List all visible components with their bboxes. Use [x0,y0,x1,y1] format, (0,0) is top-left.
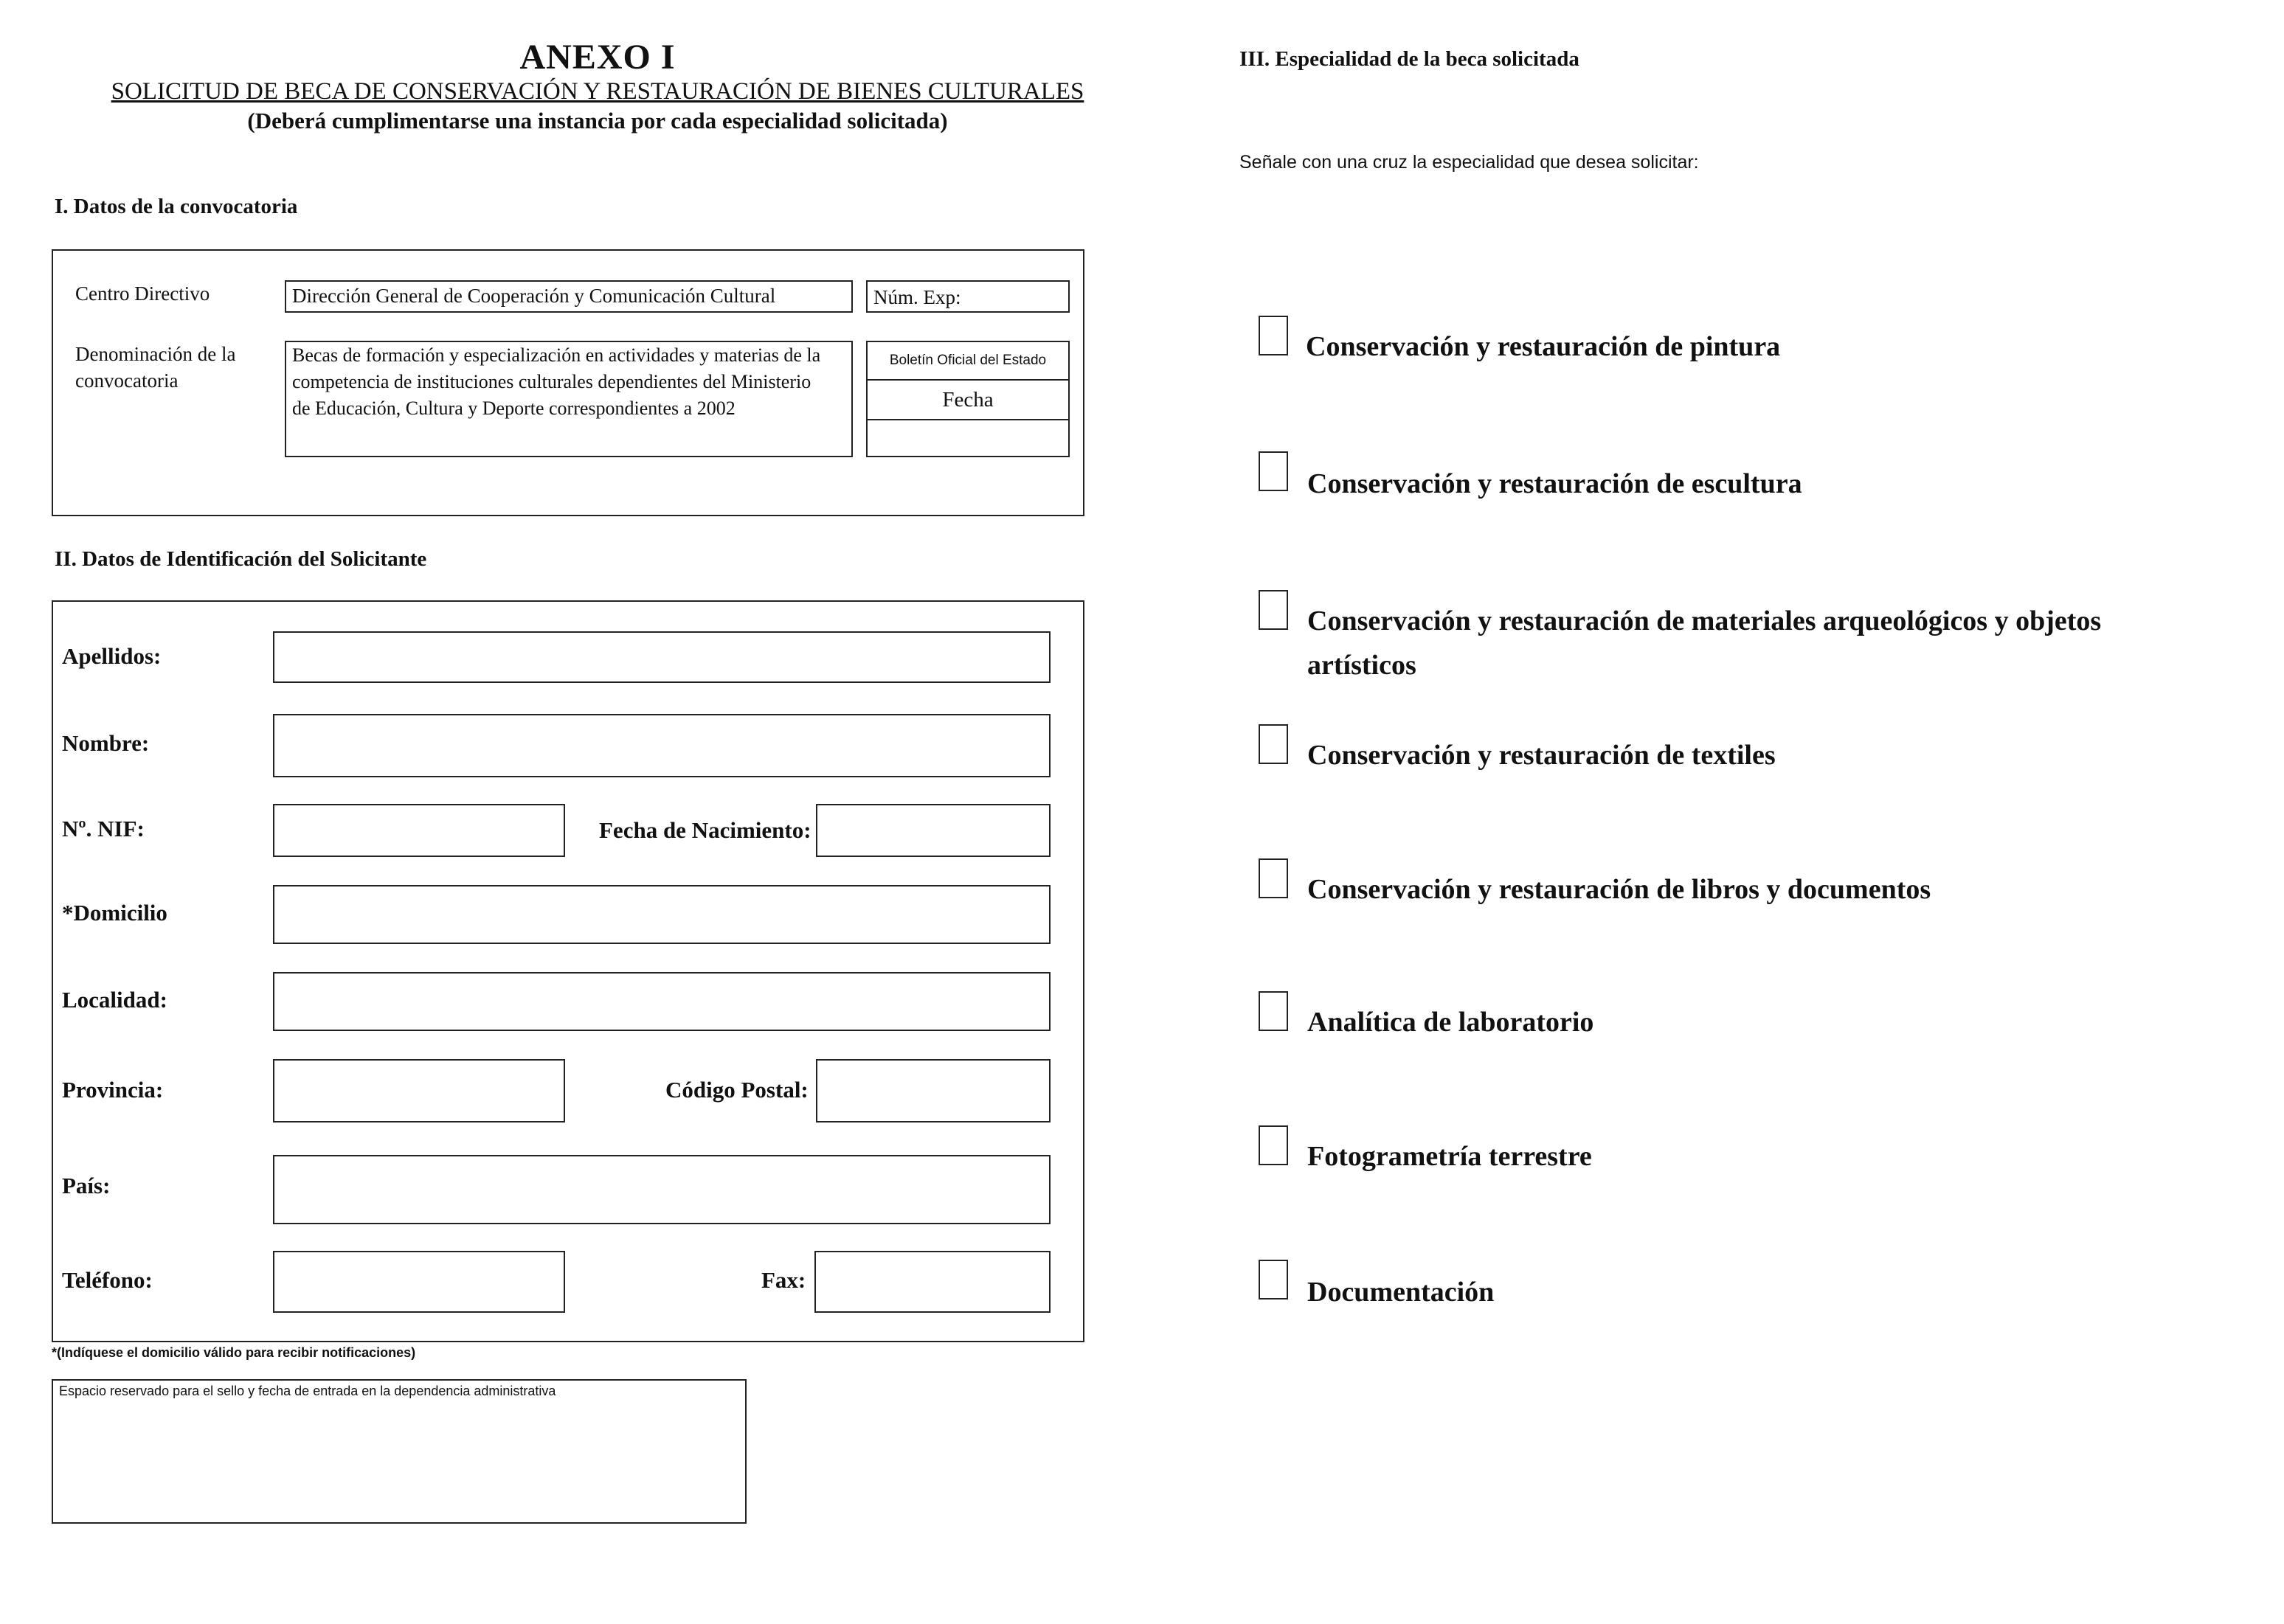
codigo-postal-label: Código Postal: [665,1077,809,1103]
nombre-label: Nombre: [62,730,150,756]
option-textiles-label: Conservación y restauración de textiles [1307,740,1776,771]
denominacion-line-1: Becas de formación y especialización en actividades y materias de la [292,344,821,366]
denominacion-line-3: de Educación, Cultura y Deporte correspondientes a 2002 [292,398,736,419]
apellidos-label: Apellidos: [62,643,162,669]
centro-directivo-label: Centro Directivo [75,282,210,305]
fax-label: Fax: [761,1267,806,1293]
denominacion-line-2: competencia de instituciones culturales dependientes del Ministerio [292,371,811,392]
stamp-box [52,1379,747,1524]
page-note: (Deberá cumplimentarse una instancia por cada especialidad solicitada) [247,108,948,133]
checkbox-pintura[interactable] [1259,316,1288,355]
section-3-instruction: Señale con una cruz la especialidad que desea solicitar: [1239,152,1699,173]
checkbox-arqueologicos[interactable] [1259,590,1288,630]
fax-input[interactable] [814,1251,1051,1313]
centro-directivo-field: Dirección General de Cooperación y Comunicación Cultural [285,280,853,313]
convocatoria-panel [52,249,1084,516]
checkbox-escultura[interactable] [1259,451,1288,491]
denominacion-label-1: Denominación de la [75,343,236,365]
section-2-title: II. Datos de Identificación del Solicitante [55,547,427,571]
checkbox-analitica[interactable] [1259,991,1288,1031]
solicitante-panel [52,600,1084,1342]
option-documentacion-label: Documentación [1307,1277,1495,1308]
domicilio-footnote: *(Indíquese el domicilio válido para recibir notificaciones) [52,1345,416,1360]
checkbox-fotogrametria[interactable] [1259,1125,1288,1165]
fecha-nacimiento-input[interactable] [816,804,1051,857]
option-escultura-label: Conservación y restauración de escultura [1307,468,1802,499]
nif-input[interactable] [273,804,565,857]
pais-label: País: [62,1173,111,1198]
nombre-input[interactable] [273,714,1051,777]
codigo-postal-input[interactable] [816,1059,1051,1122]
fecha-nacimiento-label: Fecha de Nacimiento: [599,817,811,843]
option-arqueologicos-label: Conservación y restauración de materiales arqueológicos y objetos [1307,605,2102,636]
checkbox-libros[interactable] [1259,858,1288,898]
fecha-label: Fecha [868,381,1068,420]
section-1-title: I. Datos de la convocatoria [55,195,298,218]
domicilio-input[interactable] [273,885,1051,944]
option-analitica-label: Analítica de laboratorio [1307,1007,1594,1038]
provincia-label: Provincia: [62,1077,164,1103]
boe-box [866,341,1070,457]
page-title: ANEXO I [519,38,676,77]
fecha-field[interactable] [868,420,1068,456]
provincia-input[interactable] [273,1059,565,1122]
option-pintura-label: Conservación y restauración de pintura [1306,331,1781,362]
localidad-input[interactable] [273,972,1051,1031]
nif-label: Nº. NIF: [62,816,145,842]
telefono-label: Teléfono: [62,1267,153,1293]
denominacion-field [285,341,853,457]
option-fotogrametria-label: Fotogrametría terrestre [1307,1141,1592,1172]
page-subtitle: SOLICITUD DE BECA DE CONSERVACIÓN Y RESTAURACIÓN DE BIENES CULTURALES [111,78,1084,105]
boe-label: Boletín Oficial del Estado [868,342,1068,381]
num-exp-field[interactable]: Núm. Exp: [866,280,1070,313]
localidad-label: Localidad: [62,987,167,1013]
checkbox-textiles[interactable] [1259,724,1288,764]
section-3-title: III. Especialidad de la beca solicitada [1239,47,1579,71]
stamp-box-label: Espacio reservado para el sello y fecha de entrada en la dependencia administrativa [59,1384,556,1398]
checkbox-documentacion[interactable] [1259,1260,1288,1299]
option-libros-label: Conservación y restauración de libros y documentos [1307,874,1931,905]
telefono-input[interactable] [273,1251,565,1313]
option-arqueologicos-label-2: artísticos [1307,650,1416,681]
denominacion-label-2: convocatoria [75,369,179,392]
apellidos-input[interactable] [273,631,1051,683]
pais-input[interactable] [273,1155,1051,1224]
domicilio-label: *Domicilio [62,900,167,926]
